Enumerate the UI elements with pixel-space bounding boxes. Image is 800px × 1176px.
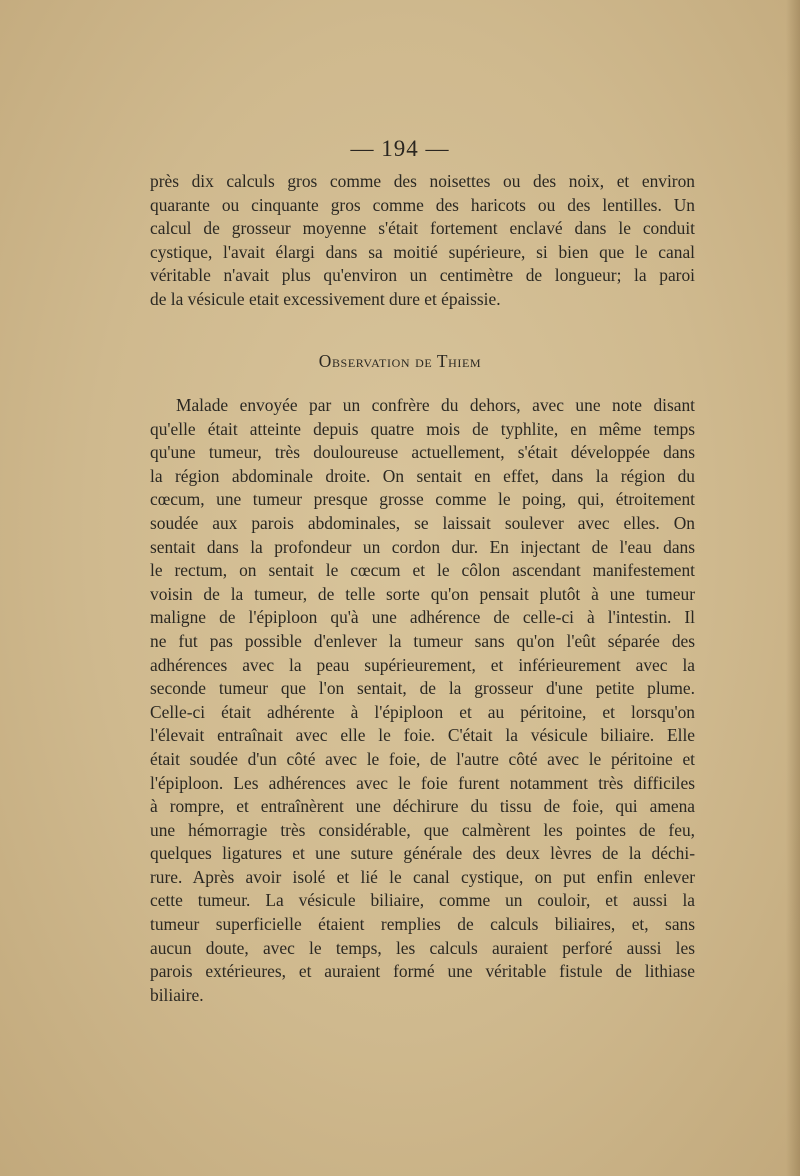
text-line: adhérences avec la peau supérieurement, et inférieurement avec la [150, 654, 695, 675]
text-line: qu'elle était atteinte depuis quatre mois de typhlite, en même temps [150, 418, 695, 439]
text-line: soudée aux parois abdominales, se laissait soulever avec elles. On [150, 512, 695, 533]
text-line: rure. Après avoir isolé et lié le canal cystique, on put enfin enlever [150, 866, 695, 887]
text-line: biliaire. [150, 984, 204, 1005]
text-line: cette tumeur. La vésicule biliaire, comme un couloir, et aussi la [150, 890, 695, 911]
text-line: le rectum, on sentait le cœcum et le côlon ascendant manifestement [150, 560, 695, 581]
text-line: voisin de la tumeur, de telle sorte qu'on pensait plutôt à une tumeur [150, 583, 695, 604]
section-heading: Observation de Thiem [318, 351, 482, 371]
text-line: tumeur superficielle étaient remplies de calculs biliaires, et, sans [150, 914, 695, 935]
page-number: — 194 — [350, 136, 450, 161]
text-line: Celle-ci était adhérente à l'épiploon et au péritoine, et lorsqu'on [150, 701, 695, 722]
text-line: qu'une tumeur, très douloureuse actuellement, s'était développée dans [150, 442, 695, 463]
text-line: sentait dans la profondeur un cordon dur. En injectant de l'eau dans [150, 536, 695, 557]
text-line: Malade envoyée par un confrère du dehors, avec une note disant [176, 395, 695, 415]
text-line: à rompre, et entraînèrent une déchirure du tissu de foie, qui amena [150, 796, 695, 817]
text-line: aucun doute, avec le temps, les calculs auraient perforé aussi les [150, 937, 695, 958]
text-line: la région abdominale droite. On sentait en effet, dans la région du [150, 465, 695, 486]
text-line: quarante ou cinquante gros comme des haricots ou des lentilles. Un [150, 194, 695, 215]
text-line: quelques ligatures et une suture générale des deux lèvres de la déchi- [150, 843, 695, 864]
text-line: véritable n'avait plus qu'environ un centimètre de longueur; la paroi [150, 265, 695, 286]
text-line: l'épiploon. Les adhérences avec le foie furent notamment très difficiles [150, 772, 695, 793]
text-line: de la vésicule etait excessivement dure et épaissie. [150, 288, 501, 309]
text-line: calcul de grosseur moyenne s'était fortement enclavé dans le conduit [150, 218, 695, 239]
text-line: près dix calculs gros comme des noisettes ou des noix, et environ [150, 171, 695, 191]
text-line: ne fut pas possible d'enlever la tumeur sans qu'on l'eût séparée des [150, 630, 695, 651]
text-line: cœcum, une tumeur presque grosse comme le poing, qui, étroitement [150, 489, 695, 510]
text-line: parois extérieures, et auraient formé une véritable fistule de lithiase [150, 961, 695, 982]
text-line: l'élevait entraînait avec elle le foie. C'était la vésicule biliaire. Elle [150, 725, 695, 746]
text-line: cystique, l'avait élargi dans sa moitié supérieure, si bien que le canal [150, 241, 695, 262]
page-edge-shadow [786, 0, 800, 1176]
paragraph-observation [150, 394, 695, 1007]
text-line: maligne de l'épiploon qu'à une adhérence de celle-ci à l'intestin. Il [150, 607, 695, 628]
text-line: une hémorragie très considérable, que calmèrent les pointes de feu, [150, 819, 695, 840]
paragraph-continuation [150, 170, 695, 312]
text-line: était soudée d'un côté avec le foie, de l'autre côté avec le péritoine et [150, 748, 695, 769]
text-line: seconde tumeur que l'on sentait, de la grosseur d'une petite plume. [150, 678, 695, 699]
